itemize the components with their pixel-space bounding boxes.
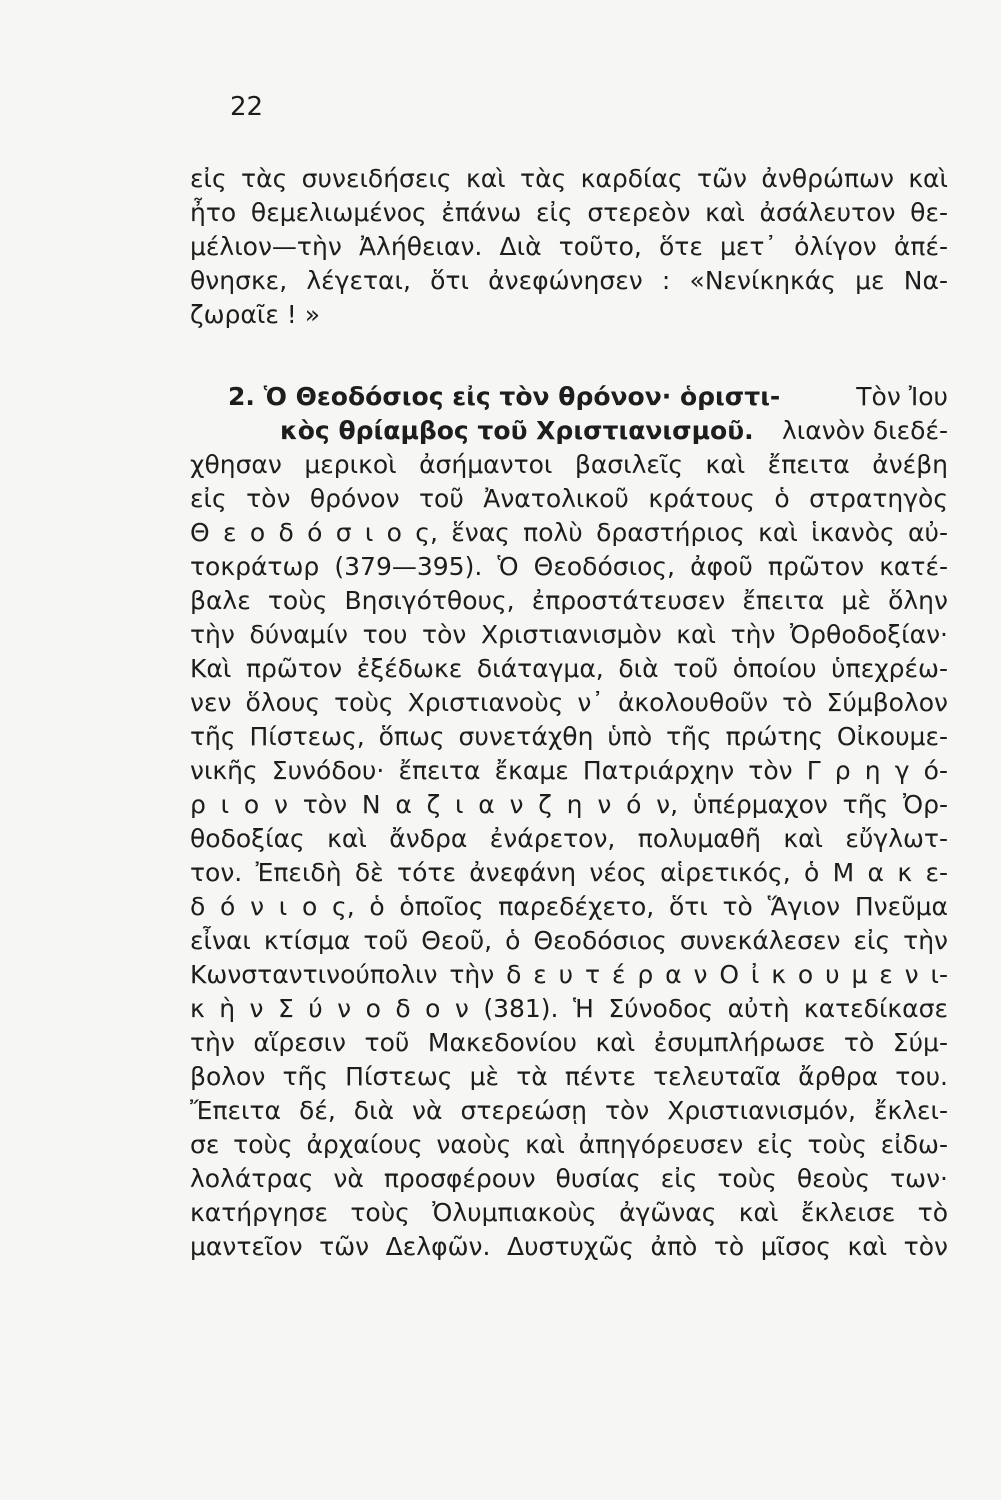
heading-row	[228, 380, 948, 414]
text-line: κ ὴ ν Σ ύ ν ο δ ο ν (381). Ἡ Σύνοδος αὐτὴ κατεδίκασε	[190, 994, 948, 1023]
page-number: 22	[230, 92, 264, 122]
text-line: τῆς Πίστεως, ὅπως συνετάχθη ὑπὸ τῆς πρώτης Οἰκουμε-	[190, 722, 948, 751]
paragraph-1	[190, 162, 948, 332]
text-line: τον. Ἐπειδὴ δὲ τότε ἀνεφάνη νέος αἱρετικός, ὁ Μ α κ ε-	[190, 858, 948, 887]
text-line: εἰς τὸν θρόνον τοῦ Ἀνατολικοῦ κράτους ὁ στρατηγὸς	[190, 484, 948, 513]
text-line: μέλιον—τὴν Ἀλήθειαν. Διὰ τοῦτο, ὅτε μετ᾿ ὀλίγον ἀπέ-	[190, 232, 948, 261]
text-line: κατήργησε τοὺς Ὀλυμπιακοὺς ἀγῶνας καὶ ἔκλεισε τὸ	[190, 1198, 948, 1227]
text-line: χθησαν μερικοὶ ἀσήμαντοι βασιλεῖς καὶ ἔπειτα ἀνέβη	[190, 450, 948, 479]
text-line: τὴν δύναμίν του τὸν Χριστιανισμὸν καὶ τὴν Ὀρθοδοξίαν·	[190, 620, 948, 649]
text-line: τὴν αἵρεσιν τοῦ Μακεδονίου καὶ ἐσυμπλήρωσε τὸ Σύμ-	[190, 1028, 948, 1057]
heading-title-part1: 2. Ὁ Θεοδόσιος εἰς τὸν θρόνον· ὁριστι-	[228, 382, 781, 411]
heading-run-in-text: λιανὸν διεδέ-	[781, 416, 948, 445]
text-line: ἦτο θεμελιωμένος ἐπάνω εἰς στερεὸν καὶ ἀσάλευτον θε-	[190, 198, 948, 227]
text-line: ζωραῖε ! »	[190, 300, 321, 329]
text-line: τοκράτωρ (379—395). Ὁ Θεοδόσιος, ἀφοῦ πρῶτον κατέ-	[190, 552, 948, 581]
text-line: Ἔπειτα δέ, διὰ νὰ στερεώσῃ τὸν Χριστιανισμόν, ἔκλει-	[190, 1096, 948, 1125]
heading-run-in-text: Τὸν Ἰου	[856, 382, 948, 411]
text-line: λολάτρας νὰ προσφέρουν θυσίας εἰς τοὺς θεοὺς των·	[190, 1164, 948, 1193]
text-line: Θ ε ο δ ό σ ι ο ς, ἕνας πολὺ δραστήριος καὶ ἱκανὸς αὐ-	[190, 518, 948, 547]
text-line: θοδοξίας καὶ ἄνδρα ἐνάρετον, πολυμαθῆ καὶ εὔγλωτ-	[190, 824, 948, 853]
text-line: δ ό ν ι ο ς, ὁ ὁποῖος παρεδέχετο, ὅτι τὸ Ἅγιον Πνεῦμα	[190, 892, 948, 921]
text-line: Καὶ πρῶτον ἐξέδωκε διάταγμα, διὰ τοῦ ὁποίου ὑπεχρέω-	[190, 654, 948, 683]
text-line: θνησκε, λέγεται, ὅτι ἀνεφώνησεν : «Νενίκηκάς με Να-	[190, 266, 948, 295]
heading-row	[228, 414, 948, 448]
text-line: εἰς τὰς συνειδήσεις καὶ τὰς καρδίας τῶν ἀνθρώπων καὶ	[190, 164, 948, 193]
text-line: Κωνσταντινούπολιν τὴν δ ε υ τ έ ρ α ν Ο ἰ κ ο υ μ ε ν ι-	[190, 960, 948, 989]
section-heading	[228, 380, 948, 448]
text-line: εἶναι κτίσμα τοῦ Θεοῦ, ὁ Θεοδόσιος συνεκάλεσεν εἰς τὴν	[190, 926, 948, 955]
text-line: σε τοὺς ἀρχαίους ναοὺς καὶ ἀπηγόρευσεν εἰς τοὺς εἰδω-	[190, 1130, 948, 1159]
text-line: νικῆς Συνόδου· ἔπειτα ἔκαμε Πατριάρχην τὸν Γ ρ η γ ό-	[190, 756, 948, 785]
text-line: ρ ι ο ν τὸν Ν α ζ ι α ν ζ η ν ό ν, ὑπέρμαχον τῆς Ὀρ-	[190, 790, 948, 819]
text-line: μαντεῖον τῶν Δελφῶν. Δυστυχῶς ἀπὸ τὸ μῖσος καὶ τὸν	[190, 1232, 948, 1261]
text-line: βαλε τοὺς Βησιγότθους, ἐπροστάτευσεν ἔπειτα μὲ ὅλην	[190, 586, 948, 615]
paragraph-2	[190, 448, 948, 1264]
text-line: νεν ὅλους τοὺς Χριστιανοὺς ν᾿ ἀκολουθοῦν τὸ Σύμβολον	[190, 688, 948, 717]
heading-title-part2: κὸς θρίαμβος τοῦ Χριστιανισμοῦ.	[280, 416, 754, 445]
text-line: βολον τῆς Πίστεως μὲ τὰ πέντε τελευταῖα ἄρθρα του.	[190, 1062, 948, 1091]
